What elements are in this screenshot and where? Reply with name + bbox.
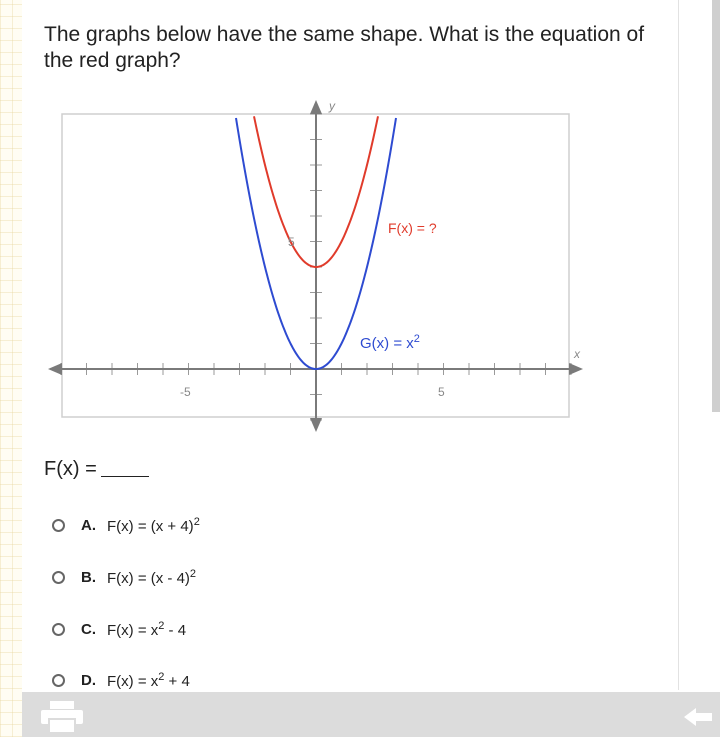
blue-graph-label-exponent: 2 [413, 333, 420, 345]
answer-blank [101, 476, 149, 477]
radio-button-b[interactable] [52, 571, 65, 584]
question-text: The graphs below have the same shape. What is the equation of the red graph? [44, 23, 645, 72]
back-arrow-icon[interactable] [684, 706, 714, 728]
radio-button-a[interactable] [52, 519, 65, 532]
scrollbar-thumb[interactable] [712, 0, 720, 412]
graph [40, 96, 600, 436]
choice-c[interactable] [52, 616, 186, 642]
y-axis-arrow-up [310, 100, 322, 114]
choice-exponent: 2 [189, 567, 197, 580]
choice-a[interactable] [52, 512, 200, 538]
blue-graph-label-base: G(x) = x [360, 335, 414, 352]
choice-text [107, 516, 200, 535]
choice-letter: B. [81, 568, 96, 586]
x-axis-arrow-right [569, 363, 583, 375]
choice-text [107, 671, 190, 690]
choice-letter: A. [81, 516, 96, 534]
x-tick-label-pos: 5 [438, 385, 445, 399]
bottom-toolbar [22, 692, 720, 737]
choice-exponent: 2 [193, 515, 200, 528]
radio-button-c[interactable] [52, 623, 65, 636]
blue-graph-label [360, 333, 420, 352]
radio-button-d[interactable] [52, 674, 65, 687]
choice-text [107, 568, 196, 587]
choice-text-tail: - 4 [164, 621, 187, 639]
choice-b[interactable] [52, 564, 196, 590]
x-axis-label: x [574, 347, 580, 361]
right-divider [678, 0, 679, 690]
y-axis-arrow-down [310, 418, 322, 432]
choice-text-tail: + 4 [164, 672, 190, 690]
choice-text-base: F(x) = (x - 4) [107, 569, 190, 587]
choice-text-base: F(x) = (x + 4) [107, 517, 194, 535]
left-margin-strip [0, 0, 22, 737]
choice-letter: D. [81, 671, 96, 689]
y-axis-label: y [329, 99, 335, 113]
answer-prompt [44, 458, 149, 481]
choice-text [107, 620, 186, 639]
choice-text-base: F(x) = x [107, 672, 159, 690]
y-tick-label: 5 [288, 235, 295, 249]
choice-letter: C. [81, 620, 96, 638]
printer-icon[interactable] [40, 700, 84, 734]
choice-exponent: 2 [158, 619, 165, 632]
x-tick-label-neg: -5 [180, 385, 191, 399]
choice-exponent: 2 [158, 670, 165, 683]
choice-text-base: F(x) = x [107, 621, 159, 639]
x-axis-arrow-left [48, 363, 62, 375]
answer-label: F(x) = [44, 458, 97, 480]
red-graph-label: F(x) = ? [388, 220, 437, 236]
choice-d[interactable] [52, 667, 190, 693]
